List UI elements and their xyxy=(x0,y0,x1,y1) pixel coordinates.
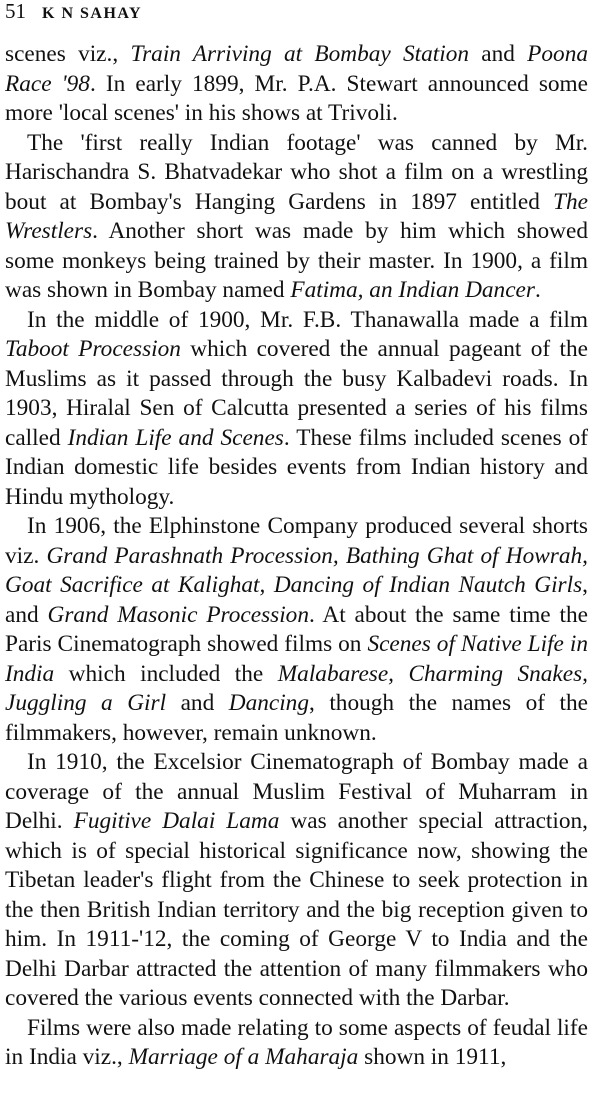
running-head xyxy=(5,0,588,26)
paragraph-4 xyxy=(5,512,588,748)
film-title: Malabarese, Charming Snakes, Juggling a Girl xyxy=(5,660,588,716)
text-run: . Another short was made by him which showed some monkeys being trained by their master. In 1900, a film was shown in Bombay named xyxy=(5,218,588,303)
text-run: scenes viz., xyxy=(5,41,131,67)
film-title: Dancing xyxy=(228,690,309,716)
text-run: . At about the same time the Paris Cinematograph showed films on xyxy=(5,601,588,657)
text-run: In the middle of 1900, Mr. F.B. Thanawalla made a film xyxy=(27,306,588,333)
text-run: , and xyxy=(5,572,588,628)
film-title: Grand Masonic Procession xyxy=(47,601,309,628)
text-run: . These films included scenes of Indian domestic life besides events from Indian history and Hindu mythology. xyxy=(5,424,588,510)
film-title: Fatima, an Indian Dancer xyxy=(290,277,535,303)
film-title: Indian Life and Scenes xyxy=(67,424,284,451)
text-run: shown in 1911, xyxy=(358,1044,507,1070)
paragraph-3 xyxy=(5,306,588,513)
page-number: 51 xyxy=(5,0,26,23)
text-run: which included the xyxy=(54,660,278,687)
paragraph-6 xyxy=(5,1014,588,1073)
text-run: . In early 1899, Mr. P.A. Stewart announced some more 'local scenes' in his shows at Trivoli. xyxy=(5,70,588,126)
film-title: The Wrestlers xyxy=(5,188,588,244)
text-run: which covered the annual pageant of the Muslims as it passed through the busy Kalbadevi roads. In 1903, Hiralal Sen of Calcutta presented a series of his films called xyxy=(5,336,589,451)
text-run: In 1910, the Excelsior Cinematograph of Bombay made a coverage of the annual Muslim Festival of Muharram in Delhi. xyxy=(5,749,588,834)
text-run: and xyxy=(469,41,528,67)
film-title: Scenes of Native Life in India xyxy=(5,631,588,687)
text-run: was another special attraction, which is of special historical significance now, showing the Tibetan leader's flight from the Chinese to seek protection in the then British Indian territory and the big reception given to him. In 1911-'12, the coming of George V to India and the Delhi Darbar attracted the attention of many filmmakers who covered the various events connected with the Darbar. xyxy=(5,808,588,1011)
film-title: Taboot Procession xyxy=(5,336,181,362)
paragraph-2 xyxy=(5,129,588,306)
text-run: . xyxy=(534,277,541,303)
text-run: , though the names of the filmmakers, however, remain unknown. xyxy=(5,690,588,746)
text-run: In 1906, the Elphinstone Company produced several shorts viz. xyxy=(5,513,588,569)
text-run: Films were also made relating to some aspects of feudal life in India viz., xyxy=(5,1014,588,1070)
film-title: Grand Parashnath Procession, Bathing Ghat of Howrah, Goat Sacrifice at Kalighat, Dancing of Indian Nautch Girls xyxy=(5,542,588,598)
paragraph-5 xyxy=(5,748,588,1014)
film-title: Poona Race '98 xyxy=(5,41,588,97)
film-title: Train Arriving at Bombay Station xyxy=(130,41,469,67)
film-title: Marriage of a Maharaja xyxy=(128,1044,359,1070)
running-title: K N SAHAY xyxy=(42,5,143,22)
body-text xyxy=(5,40,588,1073)
text-run: and xyxy=(166,690,229,716)
paragraph-1 xyxy=(5,40,588,129)
film-title: Fugitive Dalai Lama xyxy=(73,808,280,834)
text-run: The 'first really Indian footage' was canned by Mr. Harischandra S. Bhatvadekar who shot a film on a wrestling bout at Bombay's Hanging Gardens in 1897 entitled xyxy=(5,129,588,215)
